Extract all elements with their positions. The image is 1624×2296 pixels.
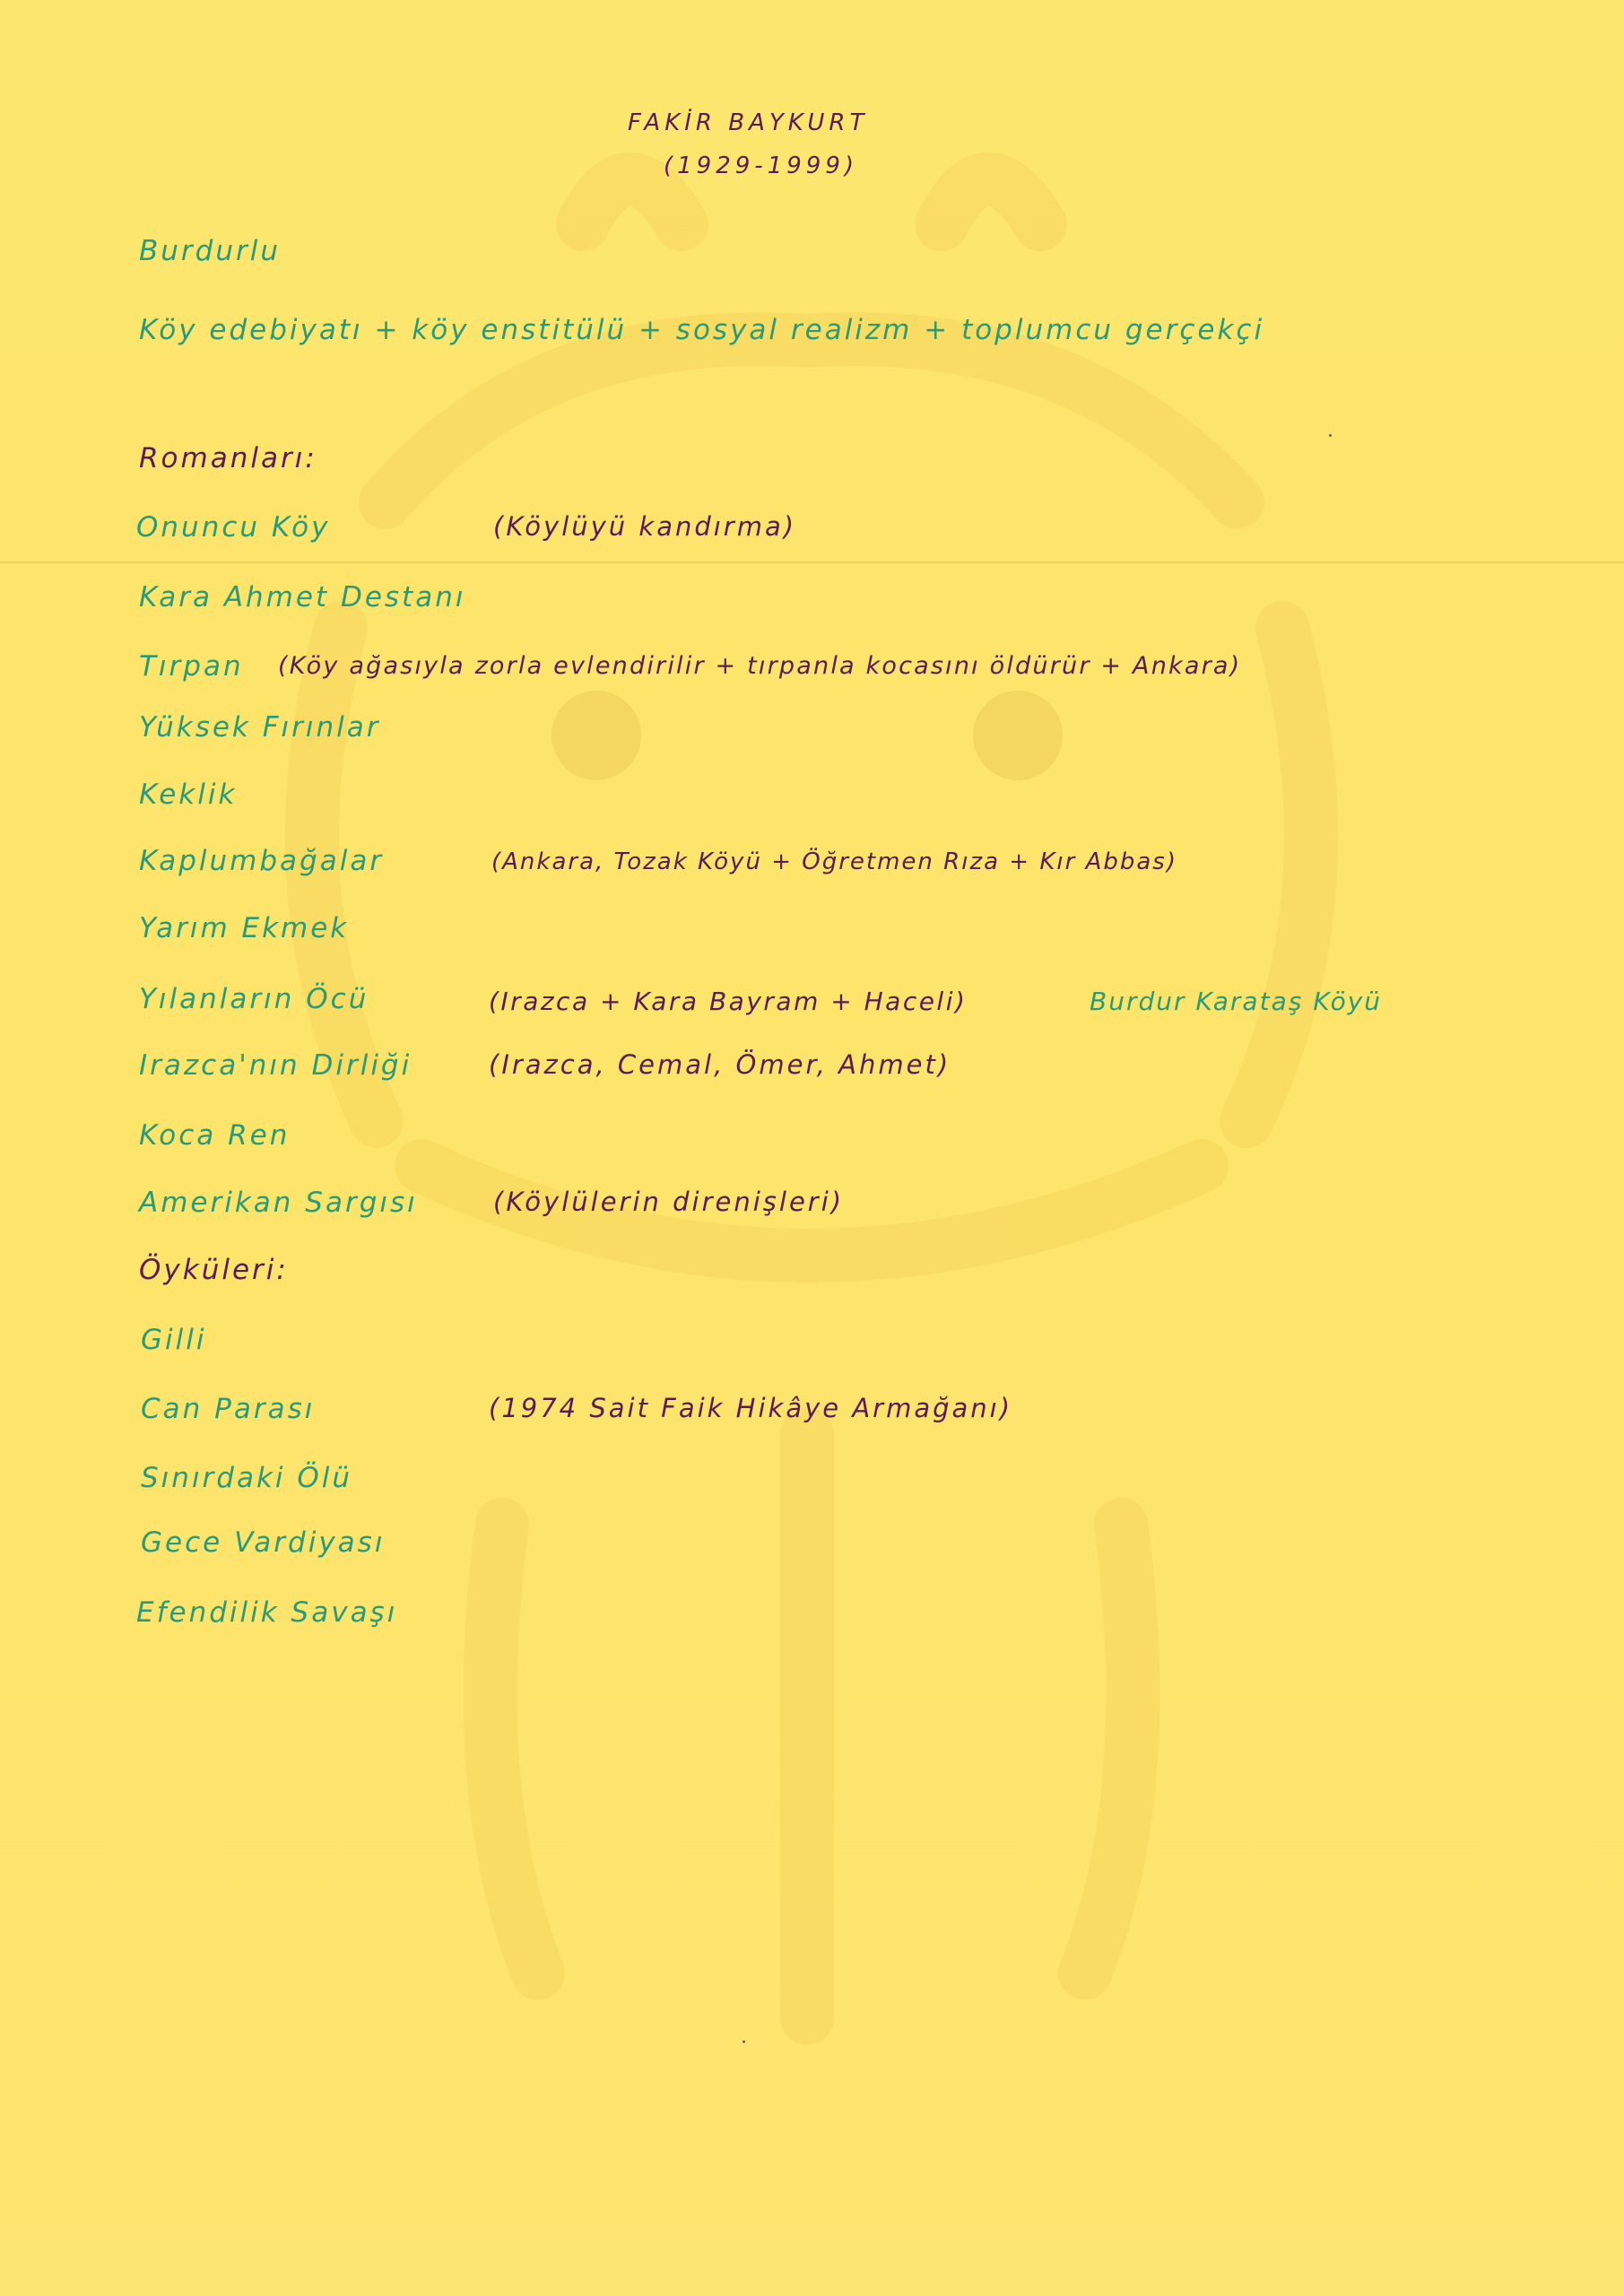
story-note: (1974 Sait Faik Hikâye Armağanı) bbox=[489, 1393, 1013, 1423]
novel-location-note: Burdur Karataş Köyü bbox=[1090, 987, 1383, 1016]
novel-title: Irazca'nın Dirliği bbox=[139, 1049, 413, 1082]
novel-note: (Ankara, Tozak Köyü + Öğretmen Rıza + Kır Abbas) bbox=[491, 848, 1177, 875]
story-title: Efendilik Savaşı bbox=[136, 1596, 398, 1629]
novel-note: (Köylüyü kandırma) bbox=[493, 511, 797, 542]
novels-heading: Romanları: bbox=[139, 442, 317, 474]
novel-title: Tırpan bbox=[139, 650, 244, 683]
birthplace: Burdurlu bbox=[139, 235, 281, 267]
novel-note: (Köylülerin direnişleri) bbox=[493, 1187, 845, 1217]
story-title: Sınırdaki Ölü bbox=[141, 1462, 353, 1494]
paper-speck bbox=[743, 2040, 745, 2043]
novel-title: Kaplumbağalar bbox=[139, 845, 385, 877]
novel-note: (Köy ağasıyla zorla evlendirilir + tırpanla kocasını öldürür + Ankara) bbox=[278, 652, 1242, 680]
story-title: Gilli bbox=[141, 1324, 207, 1356]
novel-title: Onuncu Köy bbox=[136, 511, 331, 544]
story-title: Gece Vardiyası bbox=[141, 1526, 386, 1559]
paper-fold-line bbox=[0, 561, 1624, 563]
novel-title: Yılanların Öcü bbox=[139, 983, 369, 1015]
novel-title: Yarım Ekmek bbox=[139, 912, 350, 944]
novel-note: (Irazca, Cemal, Ömer, Ahmet) bbox=[489, 1049, 951, 1080]
novel-title: Koca Ren bbox=[139, 1119, 291, 1152]
author-name: FAKİR BAYKURT bbox=[628, 109, 869, 136]
story-title: Can Parası bbox=[141, 1393, 316, 1425]
novel-title: Amerikan Sargısı bbox=[139, 1187, 418, 1219]
author-years: (1929-1999) bbox=[664, 152, 859, 179]
novel-title: Kara Ahmet Destanı bbox=[139, 581, 466, 613]
paper-speck bbox=[1329, 434, 1332, 437]
stories-heading: Öyküleri: bbox=[139, 1254, 289, 1286]
novel-note: (Irazca + Kara Bayram + Haceli) bbox=[489, 987, 968, 1016]
novel-title: Keklik bbox=[139, 778, 238, 811]
literary-movements: Köy edebiyatı + köy enstitülü + sosyal realizm + toplumcu gerçekçi bbox=[139, 314, 1265, 346]
novel-title: Yüksek Fırınlar bbox=[139, 711, 381, 744]
